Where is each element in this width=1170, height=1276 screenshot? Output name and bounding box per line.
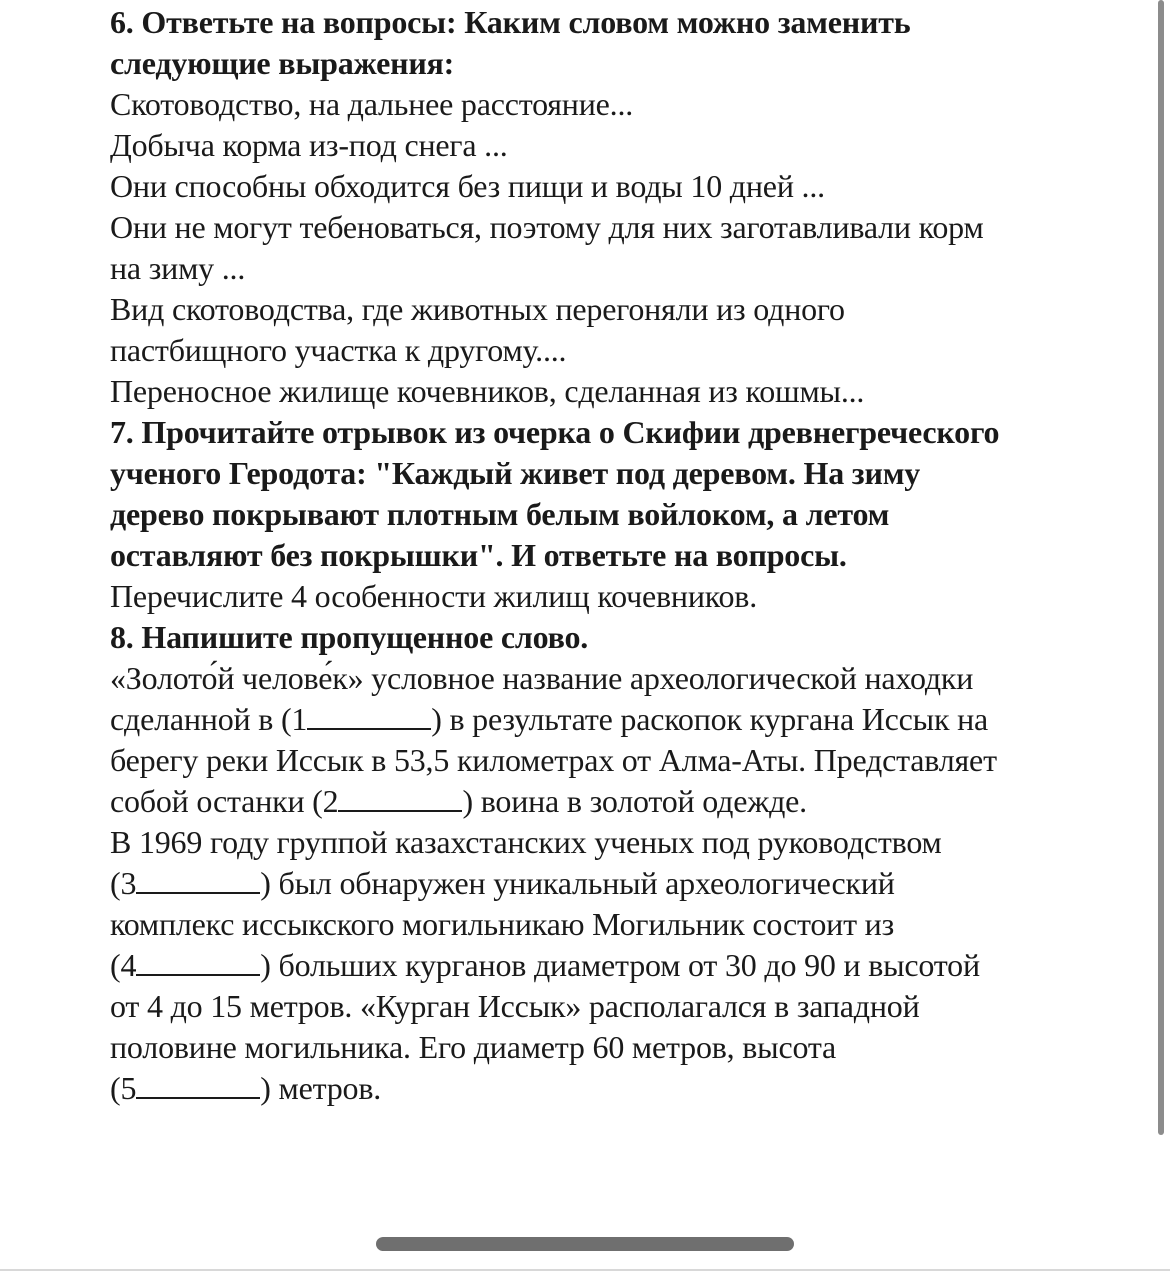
q6-heading-line-1: 6. Ответьте на вопросы: Каким словом можно заменить bbox=[110, 4, 911, 40]
q7-heading-line: оставляют без покрышки". И ответьте на вопросы. bbox=[110, 537, 847, 573]
home-indicator[interactable] bbox=[376, 1237, 794, 1251]
q6-line: Они способны обходится без пищи и воды 10 дней ... bbox=[110, 168, 825, 204]
q8-line: В 1969 году группой казахстанских ученых под руководством bbox=[110, 824, 942, 860]
q6-line: Скотоводство, на дальнее расстояние... bbox=[110, 86, 634, 122]
q7-heading-line: ученого Геродота: "Каждый живет под деревом. На зиму bbox=[110, 455, 921, 491]
q8-text: ) в результате раскопок кургана Иссык на bbox=[431, 701, 989, 737]
q8-line bbox=[110, 1068, 1120, 1109]
q8-text: ) больших курганов диаметром от 30 до 90 и высотой bbox=[260, 947, 980, 983]
document-page bbox=[110, 0, 1120, 1109]
q8-text: ) был обнаружен уникальный археологический bbox=[260, 865, 895, 901]
q8-text: ) воина в золотой одежде. bbox=[462, 783, 807, 819]
q6-heading-line-2: следующие выражения: bbox=[110, 45, 455, 81]
q8-line bbox=[110, 699, 1120, 740]
q8-line: комплекс иссыкского могильникаю Могильник состоит из bbox=[110, 906, 895, 942]
q8-heading: 8. Напишите пропущенное слово. bbox=[110, 619, 589, 655]
q8-line: «Золото́й челове́к» условное название археологической находки bbox=[110, 660, 974, 696]
q8-line bbox=[110, 781, 1120, 822]
q6-line: Добыча корма из-под снега ... bbox=[110, 127, 508, 163]
q8-text: (4 bbox=[110, 947, 137, 983]
q8-line bbox=[110, 945, 1120, 986]
q7-heading-line: 7. Прочитайте отрывок из очерка о Скифии древнегреческого bbox=[110, 414, 1000, 450]
answer-blank-1[interactable] bbox=[307, 702, 431, 730]
q6-line: пастбищного участка к другому.... bbox=[110, 332, 567, 368]
q6-line: Вид скотоводства, где животных перегоняли из одного bbox=[110, 291, 845, 327]
q8-text: (5 bbox=[110, 1070, 137, 1106]
answer-blank-4[interactable] bbox=[136, 948, 260, 976]
q6-line: Они не могут тебеноваться, поэтому для них заготавливали корм bbox=[110, 209, 984, 245]
q8-text: (3 bbox=[110, 865, 137, 901]
q8-text: собой останки (2 bbox=[110, 783, 339, 819]
q6-line: Переносное жилище кочевников, сделанная из кошмы... bbox=[110, 373, 865, 409]
q8-text: ) метров. bbox=[260, 1070, 382, 1106]
q7-task: Перечислите 4 особенности жилищ кочевников. bbox=[110, 578, 757, 614]
q8-line: берегу реки Иссык в 53,5 километрах от Алма-Аты. Представляет bbox=[110, 742, 997, 778]
answer-blank-2[interactable] bbox=[338, 784, 462, 812]
q8-text: сделанной в (1 bbox=[110, 701, 308, 737]
q8-line bbox=[110, 863, 1120, 904]
q7-heading-line: дерево покрывают плотным белым войлоком, а летом bbox=[110, 496, 890, 532]
answer-blank-3[interactable] bbox=[136, 866, 260, 894]
q6-line: на зиму ... bbox=[110, 250, 246, 286]
q8-line: половине могильника. Его диаметр 60 метров, высота bbox=[110, 1029, 837, 1065]
bottom-divider bbox=[0, 1269, 1170, 1271]
answer-blank-5[interactable] bbox=[136, 1071, 260, 1099]
vertical-scrollbar[interactable] bbox=[1158, 0, 1164, 1135]
q8-line: от 4 до 15 метров. «Курган Иссык» располагался в западной bbox=[110, 988, 920, 1024]
